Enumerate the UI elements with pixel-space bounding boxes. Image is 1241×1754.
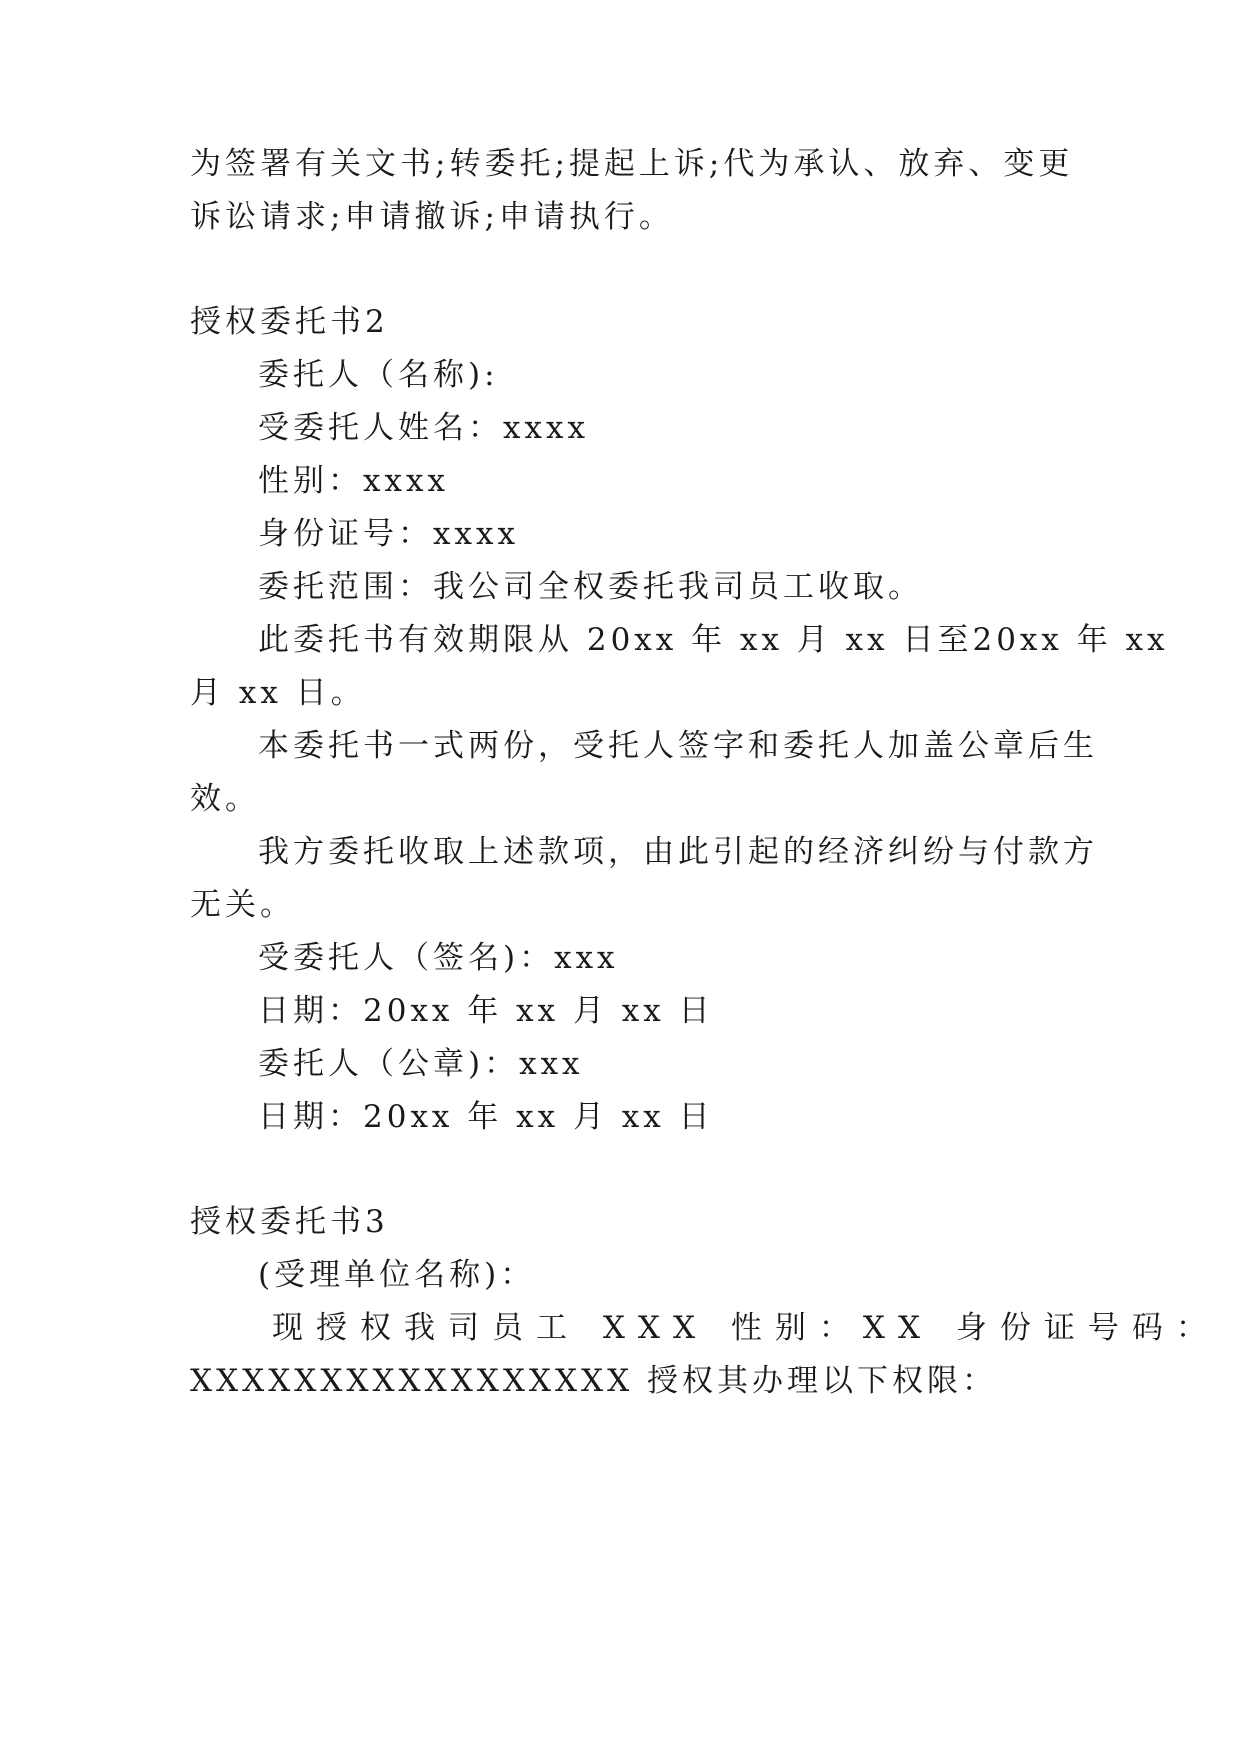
entrustor-line: 委托人（名称):: [258, 357, 499, 393]
unit-line: (受理单位名称)：: [258, 1257, 536, 1293]
date-line: 日期：20xx 年 xx 月 xx 日: [258, 1099, 714, 1135]
entrustor-seal-line: 委托人（公章)：xxx: [258, 1046, 584, 1082]
gender-line: 性别：xxxx: [258, 463, 449, 499]
copies-line: 本委托书一式两份，受托人签字和委托人加盖公章后生: [258, 728, 1098, 764]
validity-line: 此委托书有效期限从 20xx 年 xx 月 xx 日至20xx 年 xx: [258, 622, 1169, 658]
copies-line-cont: 效。: [190, 781, 260, 817]
section-title: 授权委托书2: [190, 304, 389, 340]
authorization-line: 现授权我司员工 XXX 性别：XX 身份证号码：: [272, 1310, 1220, 1346]
trustee-signature-line: 受委托人（签名)：xxx: [258, 940, 619, 976]
id-number-line: 身份证号：xxxx: [258, 516, 519, 552]
section-title: 授权委托书3: [190, 1204, 389, 1240]
validity-line-cont: 月 xx 日。: [190, 675, 366, 711]
scope-line: 委托范围：我公司全权委托我司员工收取。: [258, 569, 923, 605]
liability-line: 我方委托收取上述款项，由此引起的经济纠纷与付款方: [258, 834, 1098, 870]
authorization-line-cont: XXXXXXXXXXXXXXXXX 授权其办理以下权限：: [190, 1363, 998, 1399]
liability-line-cont: 无关。: [190, 887, 295, 923]
paragraph-line: 诉讼请求;申请撤诉;申请执行。: [190, 199, 674, 235]
trustee-name-line: 受委托人姓名：xxxx: [258, 410, 589, 446]
paragraph-line: 为签署有关文书;转委托;提起上诉;代为承认、放弃、变更: [190, 146, 1074, 182]
date-line: 日期：20xx 年 xx 月 xx 日: [258, 993, 714, 1029]
